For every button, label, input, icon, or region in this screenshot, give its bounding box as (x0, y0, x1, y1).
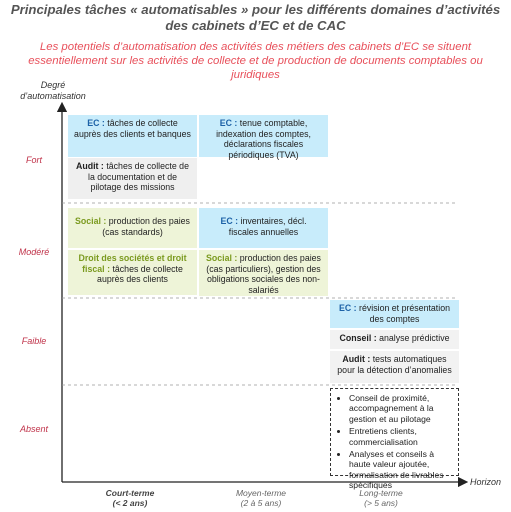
level-label-modere: Modéré (18, 247, 50, 257)
level-label-absent: Absent (19, 424, 49, 434)
x-axis-label: Horizon (470, 477, 502, 487)
cell-text: tâches de collecte de la documentation et de pilotage des missions (87, 161, 189, 193)
absent-list (339, 393, 452, 491)
cell-text: production des paies (cas standards) (102, 216, 190, 237)
y-axis-label: Degré d’automatisation (20, 80, 86, 101)
cell-lead: Social : (206, 253, 238, 263)
cell-lead: Audit : (76, 161, 104, 171)
cell-lead: EC : (220, 216, 239, 226)
cell-lead: Conseil : (339, 333, 377, 343)
cell-modere-moyen-social (199, 250, 328, 296)
cell-text: tenue comptable, indexation des comptes, déclarations fiscales périodiques (TVA) (216, 118, 311, 160)
horizon-name: Court-terme (105, 488, 155, 498)
cell-faible-long-ec (330, 300, 459, 328)
page-subtitle: Les potentiels d’automatisation des activités des métiers des cabinets d’EC se situent essentiellement sur les activités de collecte et de production de documents comptables ou juridiques (28, 41, 483, 81)
cell-lead: Social : (75, 216, 107, 226)
list-item: • Analyses et conseils à haute valeur ajoutée, formalisation de livrables spécifiques (349, 449, 452, 491)
cell-text: tests automatiques pour la détection d’anomalies (337, 354, 452, 375)
cell-fort-moyen-ec (199, 115, 328, 160)
page-title: Principales tâches « automatisables » pour les différents domaines d’activités des cabinets d’EC et de CAC (10, 2, 501, 33)
list-item: • Conseil de proximité, accompagnement à la gestion et au pilotage (349, 393, 452, 424)
horizon-name: Long-terme (359, 488, 403, 498)
cell-faible-long-audit (330, 351, 459, 383)
cell-modere-moyen-ec (199, 208, 328, 248)
cell-faible-long-conseil (330, 330, 459, 349)
horizon-court-terme (80, 488, 180, 508)
level-label-faible: Faible (21, 336, 47, 346)
cell-text: production des paies (cas particuliers), gestion des obligations sociales des non-salariés (206, 253, 321, 295)
cell-text: analyse prédictive (376, 333, 450, 343)
cell-lead: EC : (219, 118, 238, 128)
list-item: • Entretiens clients, commercialisation (349, 426, 452, 447)
horizon-long-terme (331, 488, 431, 508)
cell-modere-court-social (68, 208, 197, 248)
horizon-detail: (2 à 5 ans) (240, 498, 282, 508)
cell-text: tâches de collecte auprès des clients (97, 263, 183, 285)
cell-text: tâches de collecte auprès des clients et banques (74, 118, 191, 139)
cell-text: révision et présentation des comptes (356, 303, 450, 324)
horizon-detail: (> 5 ans) (364, 498, 398, 508)
level-label-fort: Fort (25, 155, 42, 165)
cell-text: inventaires, décl. fiscales annuelles (228, 216, 307, 237)
cell-lead: EC : (338, 303, 357, 313)
cell-lead: Audit : (342, 354, 371, 364)
cell-lead: EC : (87, 118, 105, 128)
cell-absent-long-list (330, 388, 459, 491)
horizon-detail: (< 2 ans) (112, 498, 148, 508)
horizon-name: Moyen-terme (235, 488, 287, 498)
cell-modere-court-droit (68, 250, 197, 295)
cell-lead: Droit des sociétés et droit fiscal : (78, 253, 187, 274)
horizon-moyen-terme (211, 488, 311, 508)
cell-fort-court-audit (68, 158, 197, 199)
cell-fort-court-ec (68, 115, 197, 157)
